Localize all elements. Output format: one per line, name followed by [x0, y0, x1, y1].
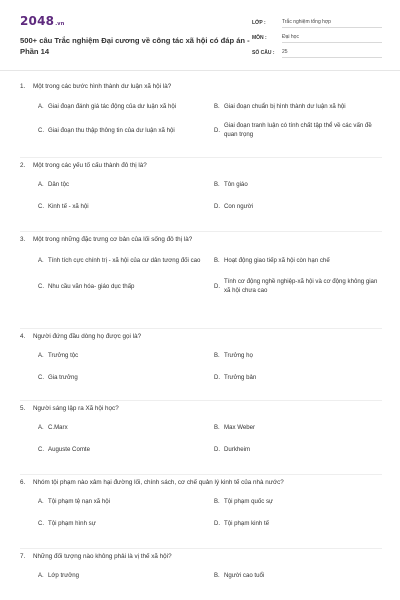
- option-text: Giai đoạn đánh giá tác động của dư luận xã hội: [48, 102, 177, 110]
- option-letter: C.: [38, 283, 44, 290]
- option-text: Hoạt động giao tiếp xã hội còn hạn chế: [224, 256, 330, 264]
- site-logo[interactable]: [20, 14, 250, 28]
- option-text: Tôn giáo: [224, 180, 248, 188]
- option-letter: D.: [214, 374, 220, 381]
- meta-label: LỚP :: [252, 20, 266, 26]
- meta-row-class: [252, 15, 382, 28]
- question-text: Người sáng lập ra Xã hội học?: [33, 405, 119, 412]
- option-letter: D.: [214, 446, 220, 453]
- option-text: Auguste Comte: [48, 445, 91, 453]
- question-text: Người đứng đầu dòng họ được gọi là?: [33, 333, 142, 340]
- options-grid: [20, 95, 382, 143]
- answer-option[interactable]: [214, 513, 378, 535]
- answer-option[interactable]: [38, 565, 202, 587]
- options-grid: [20, 417, 382, 461]
- option-text: Trưởng họ: [224, 351, 253, 359]
- answer-option[interactable]: [214, 248, 378, 274]
- question-text: Một trong các yếu tố cấu thành đô thị là?: [33, 162, 147, 169]
- answer-option[interactable]: [38, 439, 202, 461]
- option-letter: D.: [214, 203, 220, 210]
- answer-option[interactable]: [214, 95, 378, 119]
- question-item: [20, 332, 382, 401]
- option-text: Tội phạm hình sự: [48, 519, 96, 527]
- answer-option[interactable]: [214, 196, 378, 218]
- answer-option[interactable]: [38, 491, 202, 513]
- options-grid: [20, 565, 382, 587]
- option-letter: A.: [38, 257, 44, 264]
- question-item: [20, 235, 382, 329]
- answer-option[interactable]: [38, 513, 202, 535]
- answer-option[interactable]: [214, 119, 378, 143]
- option-letter: A.: [38, 181, 44, 188]
- answer-option[interactable]: [38, 417, 202, 439]
- meta-row-count: [252, 45, 382, 58]
- options-grid: [20, 174, 382, 218]
- option-letter: B.: [214, 181, 220, 188]
- question-number: 1.: [20, 83, 26, 90]
- option-text: Dân tộc: [48, 180, 70, 188]
- question-text-row: [20, 552, 382, 561]
- option-letter: B.: [214, 424, 220, 431]
- option-letter: B.: [214, 257, 220, 264]
- meta-box: [252, 15, 382, 74]
- option-letter: D.: [214, 283, 220, 290]
- option-letter: C.: [38, 374, 44, 381]
- option-letter: B.: [214, 103, 220, 110]
- question-number: 7.: [20, 553, 26, 560]
- answer-option[interactable]: [214, 417, 378, 439]
- logo-text: 2048: [20, 14, 55, 28]
- option-text: Max Weber: [224, 423, 256, 431]
- answer-option[interactable]: [38, 345, 202, 367]
- option-text: Trưởng tộc: [48, 351, 79, 359]
- meta-row-subject: [252, 30, 382, 43]
- header: [20, 14, 382, 74]
- question-item: [20, 478, 382, 549]
- option-text: Tội phạm quốc sự: [224, 497, 274, 505]
- question-number: 4.: [20, 333, 26, 340]
- document-title: 500+ câu Trắc nghiệm Đại cương về công tác xã hội có đáp án - Phần 14: [20, 36, 250, 56]
- option-letter: A.: [38, 103, 44, 110]
- options-grid: [20, 491, 382, 535]
- question-text-row: [20, 82, 382, 91]
- option-text: Tội phạm kinh tế: [224, 519, 270, 527]
- meta-value: 25: [282, 47, 382, 58]
- question-number: 3.: [20, 236, 26, 243]
- answer-option[interactable]: [38, 119, 202, 143]
- question-text: Một trong các bước hình thành dư luận xã hội là?: [33, 83, 172, 90]
- option-letter: B.: [214, 352, 220, 359]
- option-text: Con người: [224, 202, 254, 210]
- option-letter: B.: [214, 572, 220, 579]
- question-text-row: [20, 478, 382, 487]
- option-letter: A.: [38, 424, 44, 431]
- answer-option[interactable]: [214, 491, 378, 513]
- logo-suffix: .vn: [55, 21, 65, 27]
- option-text: Tính cơ động nghề nghiệp-xã hội và cơ động không gian xã hội chưa cao: [224, 278, 378, 294]
- question-number: 6.: [20, 479, 26, 486]
- question-number: 5.: [20, 405, 26, 412]
- option-text: Người cao tuổi: [224, 571, 265, 579]
- option-text: Tội phạm tệ nạn xã hội: [48, 497, 110, 505]
- answer-option[interactable]: [214, 345, 378, 367]
- option-text: Gia trưởng: [48, 373, 78, 381]
- question-text-row: [20, 404, 382, 413]
- option-text: Trưởng bản: [224, 373, 257, 381]
- option-text: Nhu cầu văn hóa- giáo dục thấp: [48, 282, 135, 290]
- answer-option[interactable]: [38, 248, 202, 274]
- option-letter: C.: [38, 520, 44, 527]
- option-text: Giai đoạn chuẩn bị hình thành dư luận xã hội: [224, 102, 346, 110]
- answer-option[interactable]: [214, 274, 378, 300]
- option-text: Giai đoạn tranh luận có tính chất tập thể về các vấn đề quan trọng: [224, 122, 372, 138]
- option-text: Giai đoạn thu thập thông tin của dư luận xã hội: [48, 126, 175, 134]
- meta-value: Đại học: [282, 32, 382, 43]
- header-left: [20, 14, 250, 74]
- options-grid: [20, 345, 382, 389]
- question-number: 2.: [20, 162, 26, 169]
- question-text: Một trong những đặc trưng cơ bản của lối sống đô thị là?: [33, 236, 193, 243]
- option-text: Durkheim: [224, 445, 251, 453]
- option-text: Lớp trưởng: [48, 571, 80, 579]
- answer-option[interactable]: [38, 95, 202, 119]
- option-letter: A.: [38, 572, 44, 579]
- option-text: Kinh tế - xã hội: [48, 202, 89, 210]
- question-text: Những đối tượng nào không phải là vị thế xã hội?: [33, 553, 172, 560]
- answer-option[interactable]: [214, 174, 378, 196]
- option-letter: C.: [38, 127, 44, 134]
- option-letter: C.: [38, 203, 44, 210]
- meta-label: MÔN :: [252, 35, 267, 41]
- question-list: [20, 79, 382, 600]
- option-letter: D.: [214, 127, 220, 134]
- option-letter: C.: [38, 446, 44, 453]
- question-item: [20, 552, 382, 600]
- option-text: Tính tích cực chính trị - xã hội của cư dân tương đối cao: [48, 256, 201, 264]
- question-text-row: [20, 332, 382, 341]
- question-item: [20, 404, 382, 475]
- question-item: [20, 161, 382, 232]
- option-letter: B.: [214, 498, 220, 505]
- header-divider: [0, 70, 400, 71]
- answer-option[interactable]: [214, 367, 378, 389]
- question-text-row: [20, 161, 382, 170]
- answer-option[interactable]: [38, 174, 202, 196]
- option-letter: D.: [214, 520, 220, 527]
- option-text: C.Marx: [48, 423, 68, 431]
- meta-label: SỐ CÂU :: [252, 50, 275, 56]
- option-letter: A.: [38, 352, 44, 359]
- answer-option[interactable]: [38, 367, 202, 389]
- options-grid: [20, 248, 382, 300]
- answer-option[interactable]: [214, 439, 378, 461]
- answer-option[interactable]: [214, 565, 378, 587]
- question-text: Nhóm tội phạm nào xâm hại đường lối, chính sách, cơ chế quản lý kinh tế của nhà nước?: [33, 479, 284, 486]
- question-item: [20, 82, 382, 158]
- option-letter: A.: [38, 498, 44, 505]
- answer-option[interactable]: [38, 274, 202, 300]
- meta-value: Trắc nghiệm tổng hợp: [282, 17, 382, 28]
- answer-option[interactable]: [38, 196, 202, 218]
- question-text-row: [20, 235, 382, 244]
